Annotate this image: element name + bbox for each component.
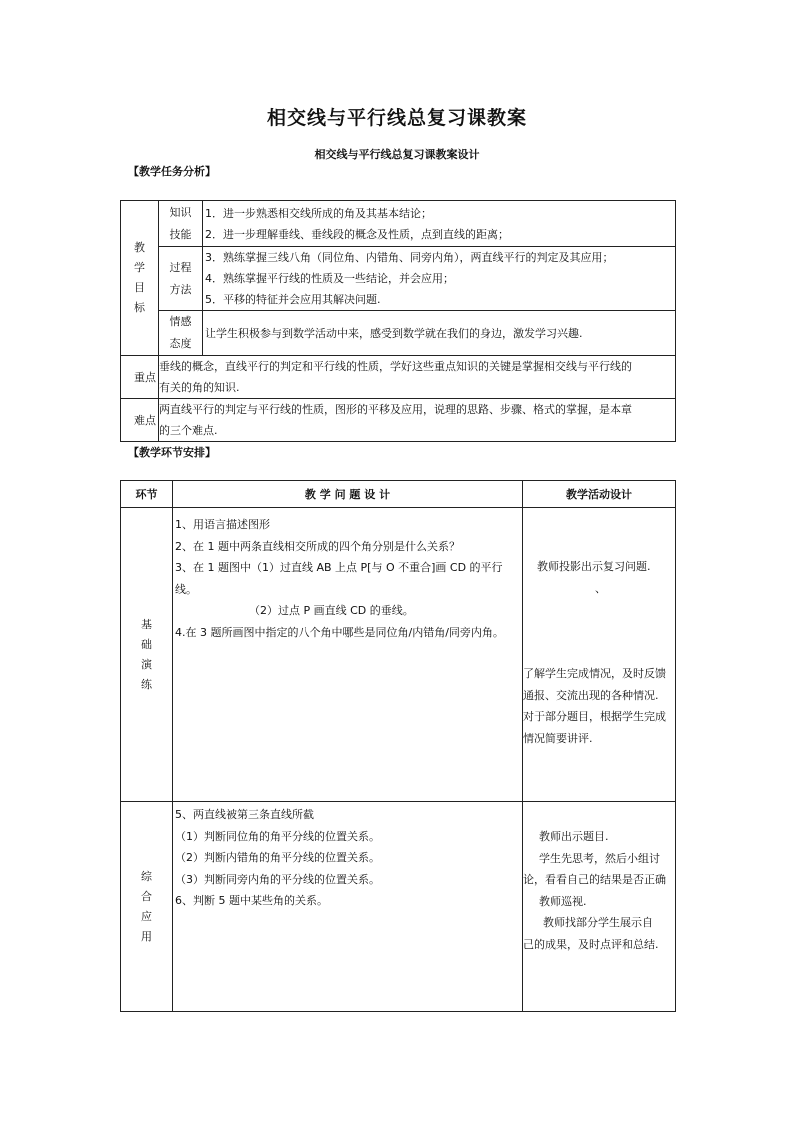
comprehensive-application-label	[121, 802, 173, 1012]
problem-line: 6、判断 5 题中某些角的关系。	[175, 894, 328, 907]
content-line: 的三个难点.	[159, 424, 218, 437]
problem-line: （3）判断同旁内角的平分线的位置关系。	[175, 872, 380, 886]
keypoint-label: 重点	[121, 356, 159, 399]
problem-line: （2）判断内错角的角平分线的位置关系。	[175, 851, 380, 864]
problem-line: 4.在 3 题所画图中指定的八个角中哪些是同位角/内错角/同旁内角。	[175, 625, 504, 639]
problem-line: 1、用语言描述图形	[175, 518, 270, 531]
knowledge-label	[159, 201, 203, 247]
label-char: 基	[141, 617, 152, 631]
label-char: 础	[141, 637, 152, 651]
label-char: 用	[141, 929, 152, 943]
label-char: 教	[134, 241, 145, 254]
content-line: 2．进一步理解垂线、垂线段的概念及性质，点到直线的距离；	[205, 227, 509, 241]
emotion-label	[159, 311, 203, 356]
keypoint-content	[159, 356, 676, 399]
knowledge-content	[203, 201, 676, 247]
problem-line: 线。	[175, 582, 197, 596]
basic-practice-problems	[173, 508, 523, 802]
basic-practice-activity	[523, 508, 676, 802]
content-line: 4．熟练掌握平行线的性质及一些结论，并会应用；	[205, 272, 454, 285]
activity-line: 教师找部分学生展示自	[543, 916, 653, 929]
label-char: 标	[134, 301, 145, 314]
header-activity-design: 教学活动设计	[523, 481, 676, 508]
activity-line: 论，看看自己的结果是否正确	[523, 873, 666, 886]
problem-line: 5、两直线被第三条直线所截	[175, 808, 314, 821]
content-line: 两直线平行的判定与平行线的性质，图形的平移及应用，说理的思路、步骤、格式的掌握，是本章	[159, 403, 632, 416]
process-content	[203, 247, 676, 311]
label-char: 目	[134, 281, 145, 294]
label-char: 合	[141, 889, 152, 903]
label-line: 知识	[169, 205, 192, 219]
comprehensive-application-problems	[173, 802, 523, 1012]
content-line: 让学生积极参与到数学活动中来，感受到数学就在我们的身边，激发学习兴趣.	[205, 326, 583, 340]
label-line: 情感	[169, 315, 192, 328]
difficulty-label: 难点	[121, 399, 159, 442]
basic-practice-label	[121, 508, 173, 802]
activity-line: 教师巡视.	[539, 894, 587, 908]
activity-line: 己的成果，及时点评和总结.	[523, 937, 659, 951]
header-problem-design: 教 学 问 题 设 计	[173, 481, 523, 508]
document-title: 相交线与平行线总复习课教案	[266, 107, 527, 129]
label-line: 方法	[169, 282, 192, 296]
content-line: 有关的角的知识.	[159, 381, 240, 394]
activity-mark: 、	[595, 581, 606, 595]
label-line: 过程	[169, 260, 192, 274]
activity-line: 学生先思考，然后小组讨	[539, 851, 660, 865]
activity-line: 了解学生完成情况，及时反馈	[523, 667, 666, 680]
section-teaching-steps: 【教学环节安排】	[128, 446, 216, 459]
label-char: 演	[141, 657, 152, 671]
content-line: 5．平移的特征并会应用其解决问题.	[205, 293, 381, 306]
problem-line: 3、在 1 题图中（1）过直线 AB 上点 P[与 O 不重合]画 CD 的平行	[175, 561, 503, 574]
problem-line: （2）过点 P 画直线 CD 的垂线。	[249, 604, 414, 617]
task-analysis-table	[120, 200, 676, 442]
content-line: 3．熟练掌握三线八角（同位角、内错角、同旁内角），两直线平行的判定及其应用；	[205, 251, 614, 264]
activity-line: 教师出示题目.	[539, 830, 609, 843]
difficulty-content	[159, 399, 676, 442]
comprehensive-application-activity	[523, 802, 676, 1012]
problem-line: （1）判断同位角的角平分线的位置关系。	[175, 829, 380, 843]
activity-line: 对于部分题目，根据学生完成	[523, 710, 666, 723]
label-char: 练	[141, 677, 152, 691]
objectives-label	[121, 201, 159, 356]
problem-line: 2、在 1 题中两条直线相交所成的四个角分别是什么关系？	[175, 539, 460, 553]
label-char: 综	[141, 869, 152, 883]
activity-line: 教师投影出示复习问题.	[537, 560, 651, 573]
activity-line: 通报、交流出现的各种情况.	[523, 688, 659, 702]
label-char: 应	[141, 909, 152, 923]
document-subtitle: 相交线与平行线总复习课教案设计	[314, 148, 480, 161]
header-step: 环节	[121, 481, 173, 508]
label-line: 态度	[169, 337, 192, 350]
label-char: 学	[134, 261, 145, 274]
emotion-content	[203, 311, 676, 356]
content-line: 垂线的概念，直线平行的判定和平行线的性质，学好这些重点知识的关键是掌握相交线与平行线的	[159, 360, 632, 373]
content-line: 1．进一步熟悉相交线所成的角及其基本结论；	[205, 206, 432, 220]
section-task-analysis: 【教学任务分析】	[128, 165, 216, 178]
label-line: 技能	[169, 227, 192, 241]
process-label	[159, 247, 203, 311]
activity-line: 情况简要讲评.	[523, 731, 593, 745]
teaching-steps-table	[120, 480, 676, 1012]
